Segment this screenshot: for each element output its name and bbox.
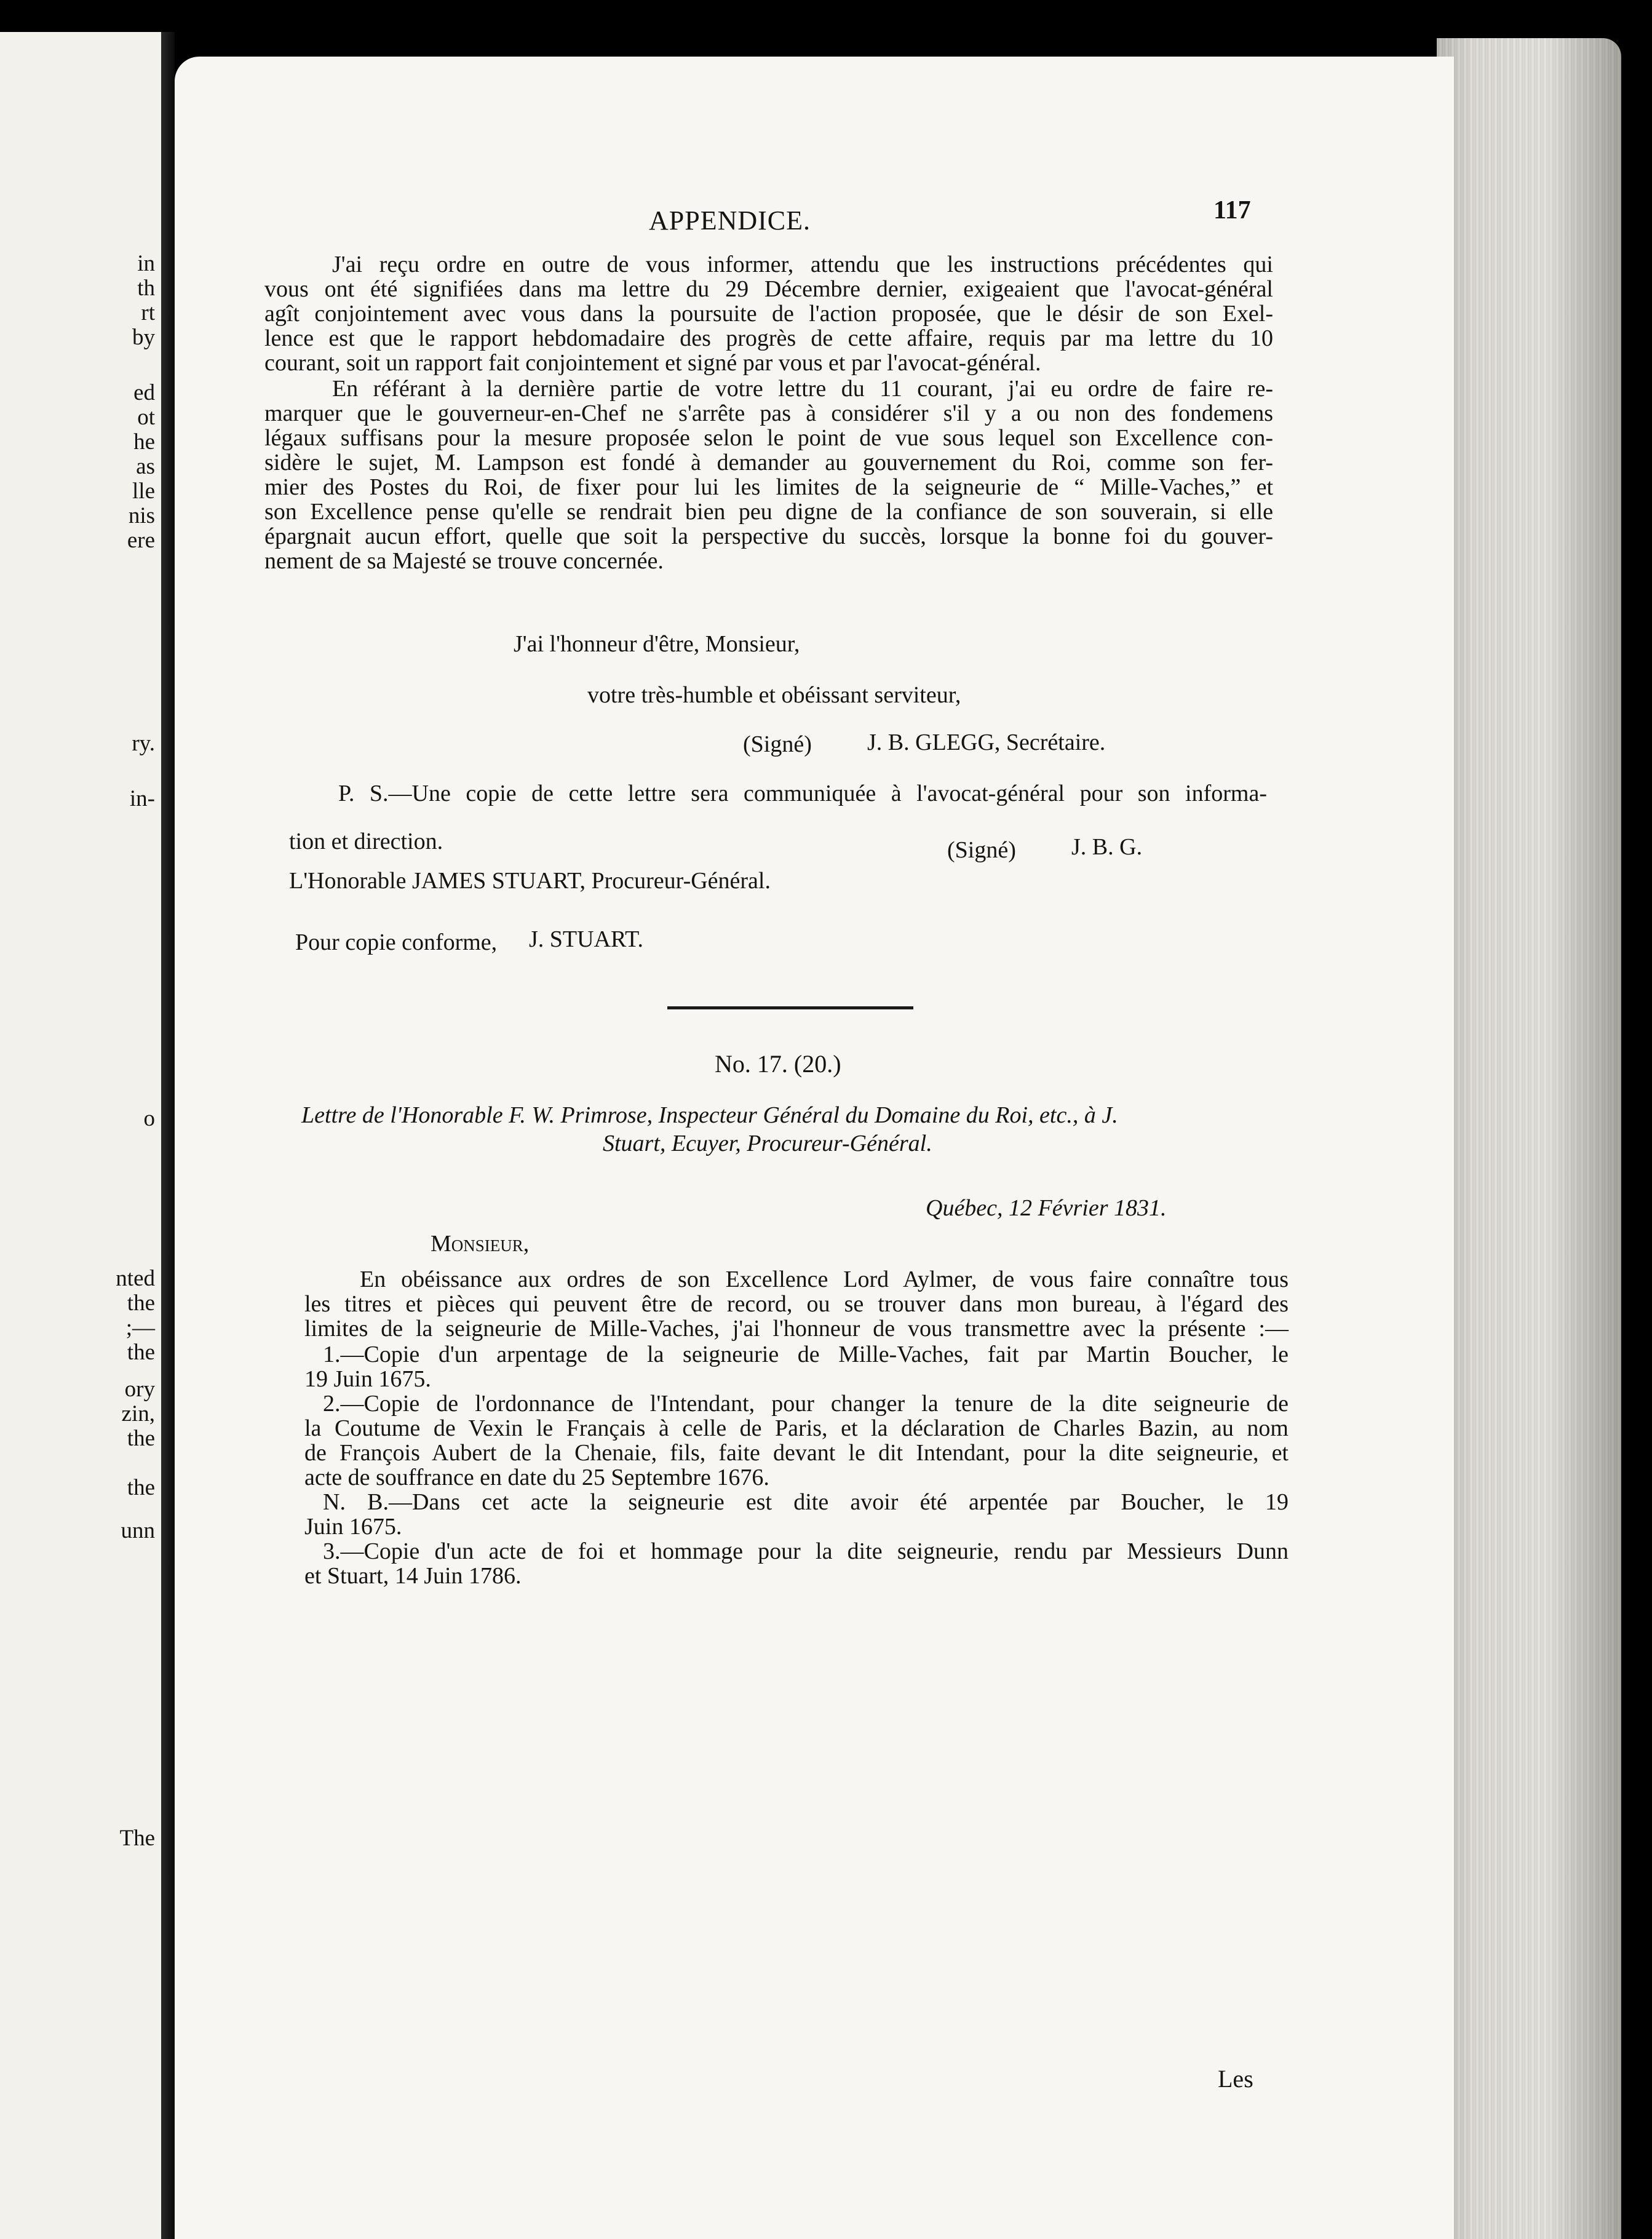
signature-glegg: J. B. GLEGG, Secrétaire. [867, 730, 1106, 755]
text-line: mier des Postes du Roi, de fixer pour lui les limites de la seigneurie de “ Mille-Vaches,” et [264, 474, 1273, 500]
text-line: N. B.—Dans cet acte la seigneurie est dite avoir été arpentée par Boucher, le 19 [323, 1489, 1289, 1515]
left-page-fragment: rt [141, 300, 155, 325]
book-gutter [161, 32, 175, 2239]
nota-bene [304, 1490, 1289, 1539]
text-line: de François Aubert de la Chenaie, fils, faite devant le dit Intendant, pour la dite seigneurie, et [304, 1440, 1289, 1466]
catchword: Les [1218, 2065, 1253, 2093]
left-page-fragment: the [127, 1475, 155, 1500]
left-page-fragment: ot [137, 405, 155, 430]
text-line: la Coutume de Vexin le Français à celle de Paris, et la déclaration de Charles Bazin, au nom [304, 1415, 1289, 1441]
heading-line: Stuart, Ecuyer, Procureur-Général. [603, 1131, 932, 1156]
text-line: marquer que le gouverneur-en-Chef ne s'arrête pas à considérer s'il y a ou non des fondemens [264, 400, 1273, 426]
left-page-fragment: unn [121, 1518, 155, 1543]
closing-serviteur: votre très-humble et obéissant serviteur, [587, 682, 961, 708]
left-page-fragment: zin, [121, 1401, 155, 1426]
text-line: et Stuart, 14 Juin 1786. [304, 1563, 522, 1589]
text-line: épargnait aucun effort, quelle que soit la perspective du succès, lorsque la bonne foi du gouver- [264, 523, 1273, 549]
certification-name: J. STUART. [529, 926, 643, 952]
text-line: les titres et pièces qui peuvent être de record, ou se trouver dans mon bureau, à l'égard des [304, 1291, 1289, 1317]
text-line: courant, soit un rapport fait conjointement et signé par vous et par l'avocat-général. [264, 350, 1041, 376]
closing-salutation: J'ai l'honneur d'être, Monsieur, [514, 631, 800, 657]
text-line: sidère le sujet, M. Lampson est fondé à demander au gouvernement du Roi, comme son fer- [264, 450, 1273, 475]
left-page-fragment: ory [124, 1377, 155, 1402]
text-line: limites de la seigneurie de Mille-Vaches, j'ai l'honneur de vous transmettre avec la présente :— [304, 1316, 1289, 1342]
running-header-title: APPENDICE. [649, 205, 811, 236]
text-line: vous ont été signifiées dans ma lettre du 29 Décembre dernier, exigeaient que l'avocat-général [264, 276, 1273, 302]
left-page-fragment: nis [128, 503, 155, 528]
left-page-fragment: as [136, 454, 155, 479]
left-page-fragment: by [132, 325, 155, 350]
item-1 [304, 1342, 1289, 1391]
text-line: agît conjointement avec vous dans la poursuite de l'action proposée, que le désir de son Exel- [264, 301, 1273, 327]
left-page-fragment: the [127, 1291, 155, 1316]
page-number: 117 [1213, 196, 1251, 225]
page-fore-edge [1437, 38, 1621, 2239]
text-line: lence est que le rapport hebdomadaire des progrès de cette affaire, requis par ma lettre du 10 [264, 325, 1273, 351]
date-line: Québec, 12 Février 1831. [926, 1195, 1167, 1221]
left-page-fragment: lle [132, 479, 155, 504]
left-page-fragment: ed [133, 380, 155, 405]
letter-heading [301, 1101, 1261, 1158]
text-line: nement de sa Majesté se trouve concernée. [264, 548, 664, 574]
text-line: En obéissance aux ordres de son Excellence Lord Aylmer, de vous faire connaître tous [360, 1267, 1289, 1292]
left-page-fragment: the [127, 1340, 155, 1365]
left-page-fragment: th [137, 276, 155, 301]
postscript-initials: J. B. G. [1071, 834, 1143, 860]
left-page-fragment: o [143, 1106, 155, 1131]
text-line: légaux suffisans pour la mesure proposée selon le point de vue sous lequel son Excellence con- [264, 425, 1273, 451]
text-line: 1.—Copie d'un arpentage de la seigneurie de Mille-Vaches, fait par Martin Boucher, le [323, 1342, 1289, 1367]
paragraph-instructions [264, 252, 1273, 375]
text-line: Juin 1675. [304, 1514, 402, 1540]
paragraph-reference [264, 376, 1273, 573]
text-line: 3.—Copie d'un acte de foi et hommage pour la dite seigneurie, rendu par Messieurs Dunn [323, 1538, 1289, 1564]
text-line: En référant à la dernière partie de votre lettre du 11 courant, j'ai eu ordre de faire re- [332, 376, 1273, 402]
left-page-fragment: he [133, 429, 155, 455]
item-3 [304, 1539, 1289, 1588]
text-line: J'ai reçu ordre en outre de vous informer, attendu que les instructions précédentes qui [332, 252, 1273, 277]
left-page-fragment: ere [127, 528, 155, 553]
left-page-fragment: ;— [125, 1315, 155, 1340]
text-line: son Excellence pense qu'elle se rendrait bien peu digne de la confiance de son souverain, si elle [264, 499, 1273, 525]
item-2 [304, 1391, 1289, 1490]
left-page-fragment: nted [116, 1266, 155, 1291]
text-line: 19 Juin 1675. [304, 1366, 431, 1392]
left-page-fragment: ry. [132, 731, 155, 756]
left-page-fragment: The [119, 1826, 155, 1851]
text-line: P. S.—Une copie de cette lettre sera communiquée à l'avocat-général pour son informa- [338, 781, 1267, 806]
postscript [338, 781, 1267, 806]
certification-label: Pour copie conforme, [295, 929, 498, 955]
addressee: L'Honorable JAMES STUART, Procureur-Général. [289, 868, 771, 894]
left-facing-page [0, 32, 161, 2239]
postscript-signed-label: (Signé) [947, 837, 1016, 863]
text-line: acte de souffrance en date du 25 Septembre 1676. [304, 1465, 769, 1490]
left-page-fragment: in- [129, 786, 155, 811]
section-divider [667, 1006, 913, 1009]
signed-label: (Signé) [743, 731, 812, 757]
salutation: Monsieur, [431, 1231, 530, 1257]
left-page-fragment: in [137, 251, 155, 276]
left-page-fragment: the [127, 1426, 155, 1451]
paragraph-obeissance [304, 1267, 1289, 1341]
text-line: 2.—Copie de l'ordonnance de l'Intendant, pour changer la tenure de la dite seigneurie de [323, 1391, 1289, 1417]
letter-number: No. 17. (20.) [715, 1050, 841, 1078]
postscript-continuation: tion et direction. [289, 829, 443, 854]
heading-line: Lettre de l'Honorable F. W. Primrose, Inspecteur Général du Domaine du Roi, etc., à J. [301, 1102, 1118, 1128]
